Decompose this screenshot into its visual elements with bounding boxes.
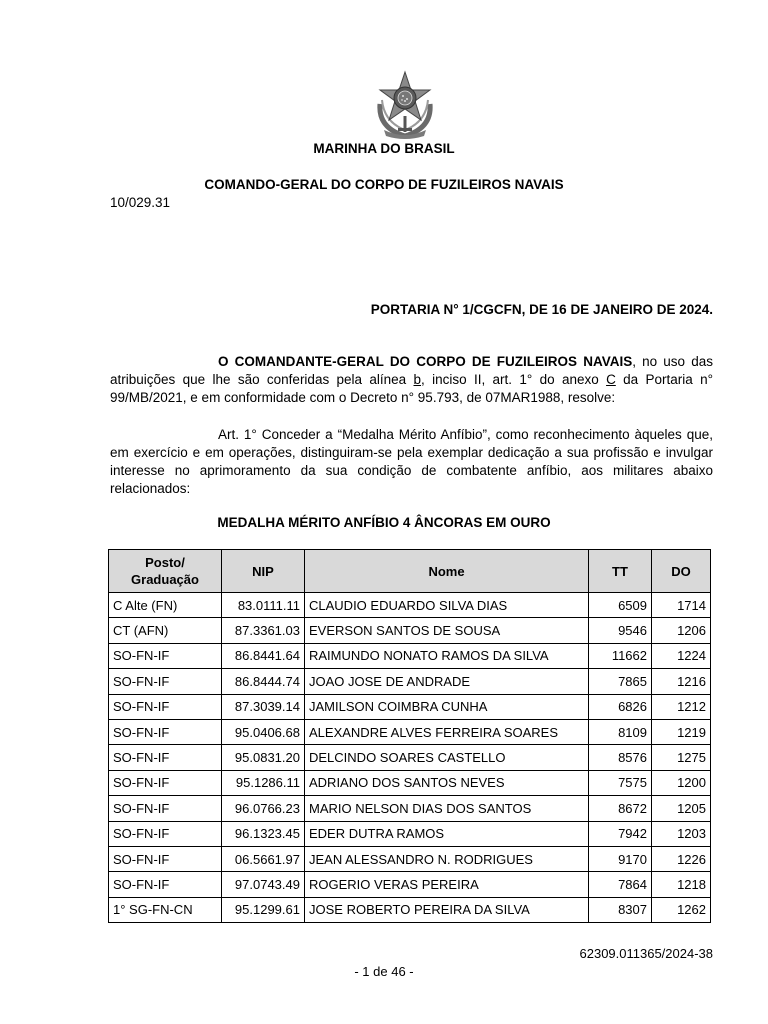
table-row (109, 643, 711, 668)
cell-posto: SO-FN-IF (109, 796, 222, 821)
cell-posto: SO-FN-IF (109, 694, 222, 719)
cell-posto: SO-FN-IF (109, 821, 222, 846)
table-body (109, 593, 711, 923)
table-row (109, 669, 711, 694)
article-1-paragraph: Art. 1° Conceder a “Medalha Mérito Anfíbio”, como reconhecimento àqueles que, em exercício e em operações, distinguiram-se pela exemplar dedicação a sua profissão e invulgar interesse no aprimoramento da sua condição de combatente anfíbio, aos militares abaixo relacionados: (110, 427, 713, 496)
commander-title: O COMANDANTE-GERAL DO CORPO DE FUZILEIROS NAVAIS (218, 354, 633, 369)
preamble-text-a: , no uso das atribuições que lhe são conferidas pela alínea (110, 354, 713, 387)
page-number: - 1 de 46 - (354, 964, 414, 979)
cell-nip: 87.3361.03 (222, 618, 305, 643)
cell-posto: CT (AFN) (109, 618, 222, 643)
recipients-table (108, 549, 711, 923)
cell-tt: 8307 (589, 897, 652, 922)
cell-nome: ROGERIO VERAS PEREIRA (305, 872, 589, 897)
cell-do: 1226 (652, 846, 711, 871)
table-row (109, 745, 711, 770)
cell-do: 1200 (652, 770, 711, 795)
cell-tt: 7864 (589, 872, 652, 897)
cell-do: 1206 (652, 618, 711, 643)
portaria-title: PORTARIA N° 1/CGCFN, DE 16 DE JANEIRO DE 2024. (370, 302, 713, 317)
cell-nip: 95.1286.11 (222, 770, 305, 795)
preamble-text-d: da Portaria n° 99/MB/2021, e em conformidade com o Decreto n° 95.793, de 07MAR1988, resolve: (110, 372, 713, 405)
header-posto-line2: Graduação (131, 572, 199, 587)
cell-posto: SO-FN-IF (109, 669, 222, 694)
cell-tt: 7575 (589, 770, 652, 795)
cell-nip: 96.0766.23 (222, 796, 305, 821)
cell-posto: 1° SG-FN-CN (109, 897, 222, 922)
cell-nip: 96.1323.45 (222, 821, 305, 846)
cell-nome: CLAUDIO EDUARDO SILVA DIAS (305, 593, 589, 618)
table-row (109, 770, 711, 795)
preamble-letter-c: C (606, 372, 616, 387)
cell-nip: 95.0831.20 (222, 745, 305, 770)
table-row (109, 618, 711, 643)
cell-do: 1212 (652, 694, 711, 719)
cell-do: 1205 (652, 796, 711, 821)
header-nome: Nome (305, 550, 589, 593)
cell-do: 1714 (652, 593, 711, 618)
cell-posto: SO-FN-IF (109, 643, 222, 668)
cell-posto: SO-FN-IF (109, 745, 222, 770)
cell-do: 1262 (652, 897, 711, 922)
cell-do: 1203 (652, 821, 711, 846)
cell-nome: JOAO JOSE DE ANDRADE (305, 669, 589, 694)
table-row (109, 694, 711, 719)
cell-tt: 6826 (589, 694, 652, 719)
cell-do: 1218 (652, 872, 711, 897)
cell-do: 1219 (652, 719, 711, 744)
table-header-row (109, 550, 711, 593)
medal-title: MEDALHA MÉRITO ANFÍBIO 4 ÂNCORAS EM OURO (217, 515, 551, 530)
cell-nome: EVERSON SANTOS DE SOUSA (305, 618, 589, 643)
brazil-coat-of-arms-icon (372, 70, 438, 140)
table-row (109, 593, 711, 618)
table-row (109, 846, 711, 871)
header-posto (109, 550, 222, 593)
cell-do: 1275 (652, 745, 711, 770)
cell-posto: SO-FN-IF (109, 719, 222, 744)
cell-posto: C Alte (FN) (109, 593, 222, 618)
table-row (109, 796, 711, 821)
cell-nip: 95.0406.68 (222, 719, 305, 744)
preamble-letter-b: b (413, 372, 422, 387)
preamble-paragraph (110, 353, 713, 407)
cell-tt: 8576 (589, 745, 652, 770)
command-title: COMANDO-GERAL DO CORPO DE FUZILEIROS NAVAIS (204, 177, 564, 192)
cell-nip: 86.8444.74 (222, 669, 305, 694)
table-row (109, 719, 711, 744)
cell-tt: 9170 (589, 846, 652, 871)
cell-tt: 7942 (589, 821, 652, 846)
table-row (109, 872, 711, 897)
cell-nip: 97.0743.49 (222, 872, 305, 897)
cell-tt: 7865 (589, 669, 652, 694)
header-posto-line1: Posto/ (145, 555, 185, 570)
cell-nome: ALEXANDRE ALVES FERREIRA SOARES (305, 719, 589, 744)
cell-tt: 9546 (589, 618, 652, 643)
table-row (109, 897, 711, 922)
header-tt: TT (589, 550, 652, 593)
cell-nip: 86.8441.64 (222, 643, 305, 668)
cell-do: 1216 (652, 669, 711, 694)
cell-tt: 8109 (589, 719, 652, 744)
cell-posto: SO-FN-IF (109, 770, 222, 795)
table-row (109, 821, 711, 846)
cell-nome: RAIMUNDO NONATO RAMOS DA SILVA (305, 643, 589, 668)
cell-nome: ADRIANO DOS SANTOS NEVES (305, 770, 589, 795)
cell-nip: 87.3039.14 (222, 694, 305, 719)
document-code: 62309.011365/2024-38 (579, 946, 713, 961)
cell-nip: 83.0111.11 (222, 593, 305, 618)
cell-nome: JOSE ROBERTO PEREIRA DA SILVA (305, 897, 589, 922)
cell-tt: 8672 (589, 796, 652, 821)
cell-tt: 11662 (589, 643, 652, 668)
cell-do: 1224 (652, 643, 711, 668)
cell-nome: JAMILSON COIMBRA CUNHA (305, 694, 589, 719)
cell-tt: 6509 (589, 593, 652, 618)
cell-posto: SO-FN-IF (109, 872, 222, 897)
cell-nip: 95.1299.61 (222, 897, 305, 922)
cell-nip: 06.5661.97 (222, 846, 305, 871)
reference-code: 10/029.31 (110, 195, 171, 210)
cell-nome: DELCINDO SOARES CASTELLO (305, 745, 589, 770)
header-nip: NIP (222, 550, 305, 593)
cell-nome: MARIO NELSON DIAS DOS SANTOS (305, 796, 589, 821)
org-title: MARINHA DO BRASIL (313, 141, 455, 156)
cell-nome: JEAN ALESSANDRO N. RODRIGUES (305, 846, 589, 871)
cell-posto: SO-FN-IF (109, 846, 222, 871)
preamble-text-c: , inciso II, art. 1° do anexo (421, 372, 607, 387)
cell-nome: EDER DUTRA RAMOS (305, 821, 589, 846)
header-do: DO (652, 550, 711, 593)
